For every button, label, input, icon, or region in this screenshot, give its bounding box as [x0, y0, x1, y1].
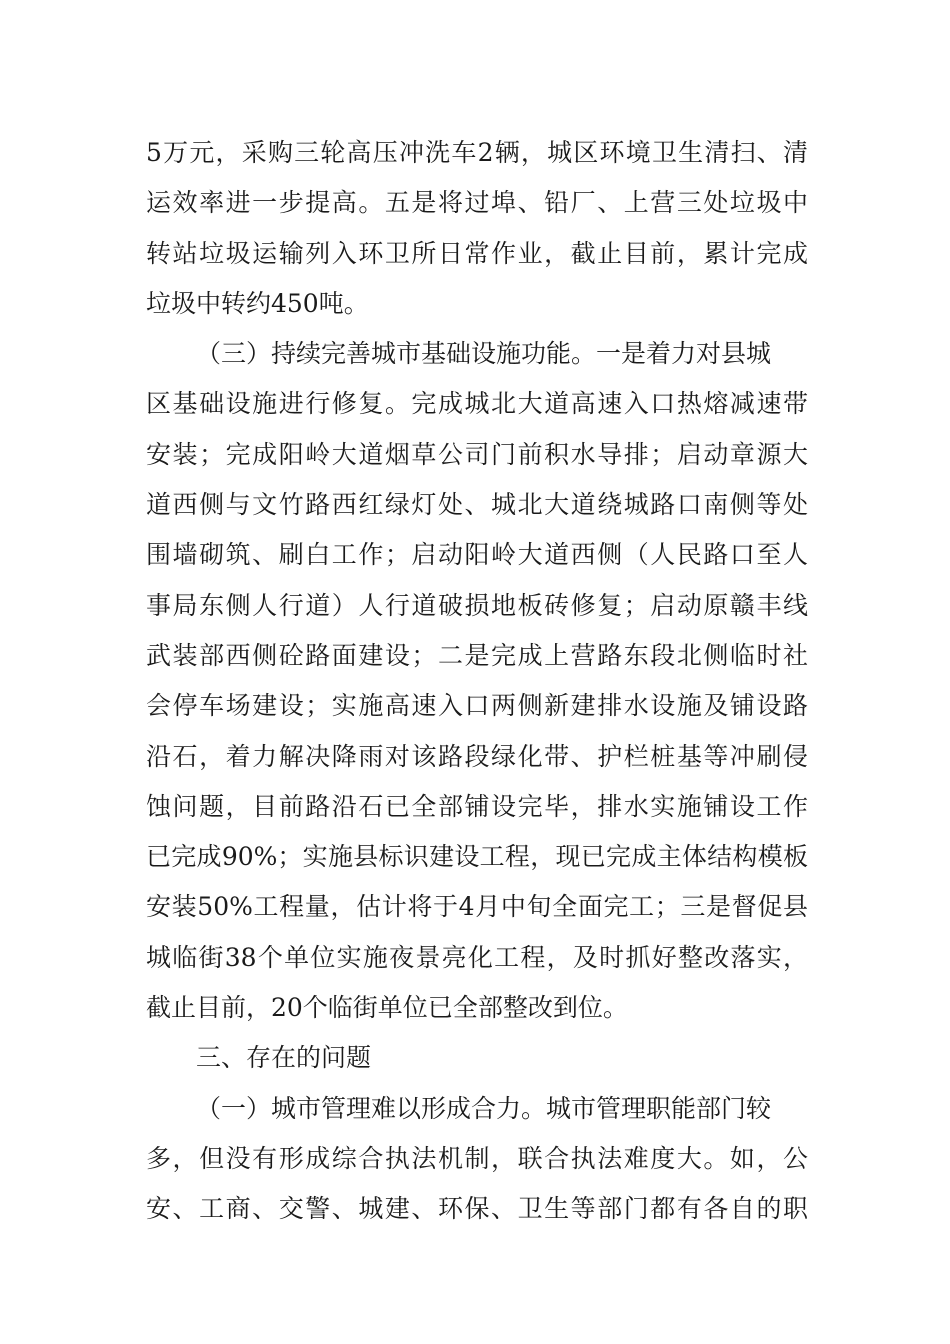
text-line: 三、存在的问题: [196, 1043, 372, 1073]
text-line: 已完成90%；实施县标识建设工程，现已完成主体结构模板: [146, 842, 808, 872]
text-line: 运效率进一步提高。五是将过埠、铅厂、上营三处垃圾中: [146, 188, 808, 218]
text-line: 5万元，采购三轮高压冲洗车2辆，城区环境卫生清扫、清: [146, 138, 808, 167]
text-line: 城临街38个单位实施夜景亮化工程，及时抓好整改落实，: [146, 942, 808, 972]
text-line: 垃圾中转约450吨。: [146, 288, 369, 318]
text-line: 安、工商、交警、城建、环保、卫生等部门都有各自的职: [146, 1194, 808, 1224]
text-line: 安装；完成阳岭大道烟草公司门前积水导排；启动章源大: [146, 439, 808, 469]
text-line: 转站垃圾运输列入环卫所日常作业，截止目前，累计完成: [146, 238, 808, 268]
text-line: 沿石，着力解决降雨对该路段绿化带、护栏桩基等冲刷侵: [146, 741, 808, 771]
text-line: 安装50%工程量，估计将于4月中旬全面完工；三是督促县: [146, 892, 808, 922]
body-text: [146, 128, 808, 1235]
text-line: 武装部西侧砼路面建设；二是完成上营路东段北侧临时社: [146, 640, 808, 670]
text-line: 蚀问题，目前路沿石已全部铺设完毕，排水实施铺设工作: [146, 791, 808, 821]
text-line: 围墙砌筑、刷白工作；启动阳岭大道西侧（人民路口至人: [146, 540, 808, 570]
text-line: 道西侧与文竹路西红绿灯处、城北大道绕城路口南侧等处: [146, 490, 808, 520]
text-line: 事局东侧人行道）人行道破损地板砖修复；启动原赣丰线: [146, 590, 808, 620]
text-line: 多，但没有形成综合执法机制，联合执法难度大。如，公: [146, 1143, 808, 1173]
text-line: （一）城市管理难以形成合力。城市管理职能部门较: [196, 1093, 772, 1123]
text-line: 截止目前，20个临街单位已全部整改到位。: [146, 993, 628, 1023]
text-line: （三）持续完善城市基础设施功能。一是着力对县城: [196, 339, 772, 369]
text-line: 会停车场建设；实施高速入口两侧新建排水设施及铺设路: [146, 691, 808, 721]
text-line: 区基础设施进行修复。完成城北大道高速入口热熔减速带: [146, 389, 808, 419]
